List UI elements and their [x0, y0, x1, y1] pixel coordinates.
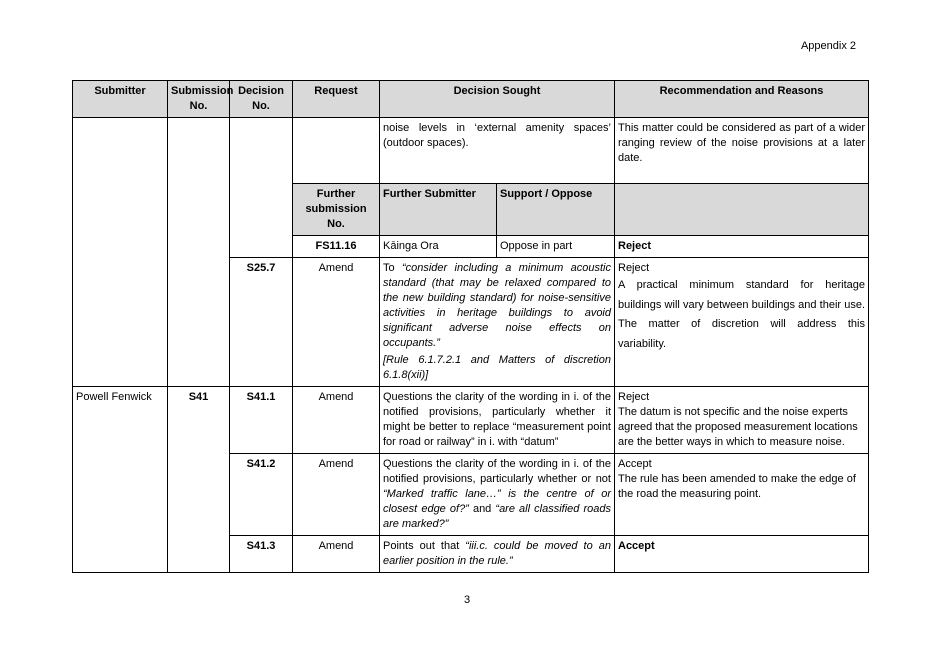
rec-title-s41-2: Accept: [618, 458, 652, 470]
sought-reference-s25-7: [Rule 6.1.7.2.1 and Matters of discretion 6.1.8(xii)]: [383, 354, 611, 381]
recommendation-s41-3: Accept: [615, 536, 869, 573]
decision-no-s41-3: S41.3: [230, 536, 293, 573]
sought-b-s41-3: “iii.c. could be moved to an earlier position in the rule.”: [383, 540, 611, 567]
col-header-decision-no: Decision No.: [230, 81, 293, 118]
col-header-request: Request: [293, 81, 380, 118]
further-recommendation: Reject: [615, 236, 869, 258]
submission-no-cell-empty: [168, 118, 230, 387]
decision-sought-s41-2: [380, 454, 615, 536]
sought-prefix-s25-7: To: [383, 262, 402, 274]
support-oppose-header: Support / Oppose: [497, 184, 615, 236]
decision-sought-cell: noise levels in ‘external amenity spaces’ (outdoor spaces).: [380, 118, 615, 184]
recommendation-s25-7: [615, 258, 869, 387]
table-row: [73, 387, 869, 454]
col-header-submission-no: Submission No.: [168, 81, 230, 118]
further-recommendation-header-empty: [615, 184, 869, 236]
further-submitter: Kāinga Ora: [380, 236, 497, 258]
col-header-submitter: Submitter: [73, 81, 168, 118]
request-s41-1: Amend: [293, 387, 380, 454]
request-cell-empty: [293, 118, 380, 184]
request-s41-3: Amend: [293, 536, 380, 573]
request-s41-2: Amend: [293, 454, 380, 536]
sought-d-s41-2: “are all classified roads are marked?”: [383, 503, 612, 530]
appendix-label: Appendix 2: [800, 40, 856, 52]
decision-sought-s41-3: [380, 536, 615, 573]
table-row: [73, 118, 869, 184]
rec-text-s41-1: The datum is not specific and the noise experts agreed that the proposed measurement locations are the better ways in which to measure noise.: [618, 406, 858, 448]
decision-sought-s41-1: Questions the clarity of the wording in i. of the notified provisions, particularly whether it might be better to replace “measurement point for road or railway” in i. with “datum”: [380, 387, 615, 454]
sought-quote-s25-7: “consider including a minimum acoustic standard (that may be relaxed compared to the new building standard) for noise-sensitive activities in heritage buildings to avoid significant adverse noise effects on occupants.”: [383, 262, 611, 349]
col-header-recommendation: Recommendation and Reasons: [615, 81, 869, 118]
further-submission-no: FS11.16: [293, 236, 380, 258]
sought-c-s41-2: and: [468, 503, 496, 515]
recommendation-cell: This matter could be considered as part of a wider ranging review of the noise provisions at a later date.: [615, 118, 869, 184]
table-header-row: [73, 81, 869, 118]
decision-no-cell-empty: [230, 118, 293, 258]
col-header-decision-sought: Decision Sought: [380, 81, 615, 118]
submitter-powell-fenwick: Powell Fenwick: [73, 387, 168, 573]
rec-title-s41-1: Reject: [618, 391, 650, 403]
decision-no-s41-1: S41.1: [230, 387, 293, 454]
decision-sought-s25-7: [380, 258, 615, 387]
decision-no-s41-2: S41.2: [230, 454, 293, 536]
submitter-cell-empty: [73, 118, 168, 387]
recommendation-s41-1: [615, 387, 869, 454]
sought-a-s41-2: Questions the clarity of the wording in i. of the notified provisions, particularly whether or not: [383, 458, 611, 485]
page-number: 3: [463, 594, 471, 606]
rec-title-s25-7: Reject: [618, 262, 650, 274]
decision-no-s25-7: S25.7: [230, 258, 293, 387]
request-s25-7: Amend: [293, 258, 380, 387]
submission-no-s41: S41: [168, 387, 230, 573]
submissions-table: [72, 80, 869, 573]
sought-b-s41-2: “Marked traffic lane…” is the centre of or closest edge of?”: [383, 488, 611, 515]
further-submission-no-header: Further submission No.: [293, 184, 380, 236]
sought-a-s41-3: Points out that: [383, 540, 466, 552]
rec-text-s25-7: A practical minimum standard for heritage buildings will vary between buildings and their use. The matter of discretion will address this variability.: [618, 279, 865, 350]
recommendation-s41-2: [615, 454, 869, 536]
further-submitter-header: Further Submitter: [380, 184, 497, 236]
rec-text-s41-2: The rule has been amended to make the edge of the road the measuring point.: [618, 473, 856, 500]
further-support-oppose: Oppose in part: [497, 236, 615, 258]
